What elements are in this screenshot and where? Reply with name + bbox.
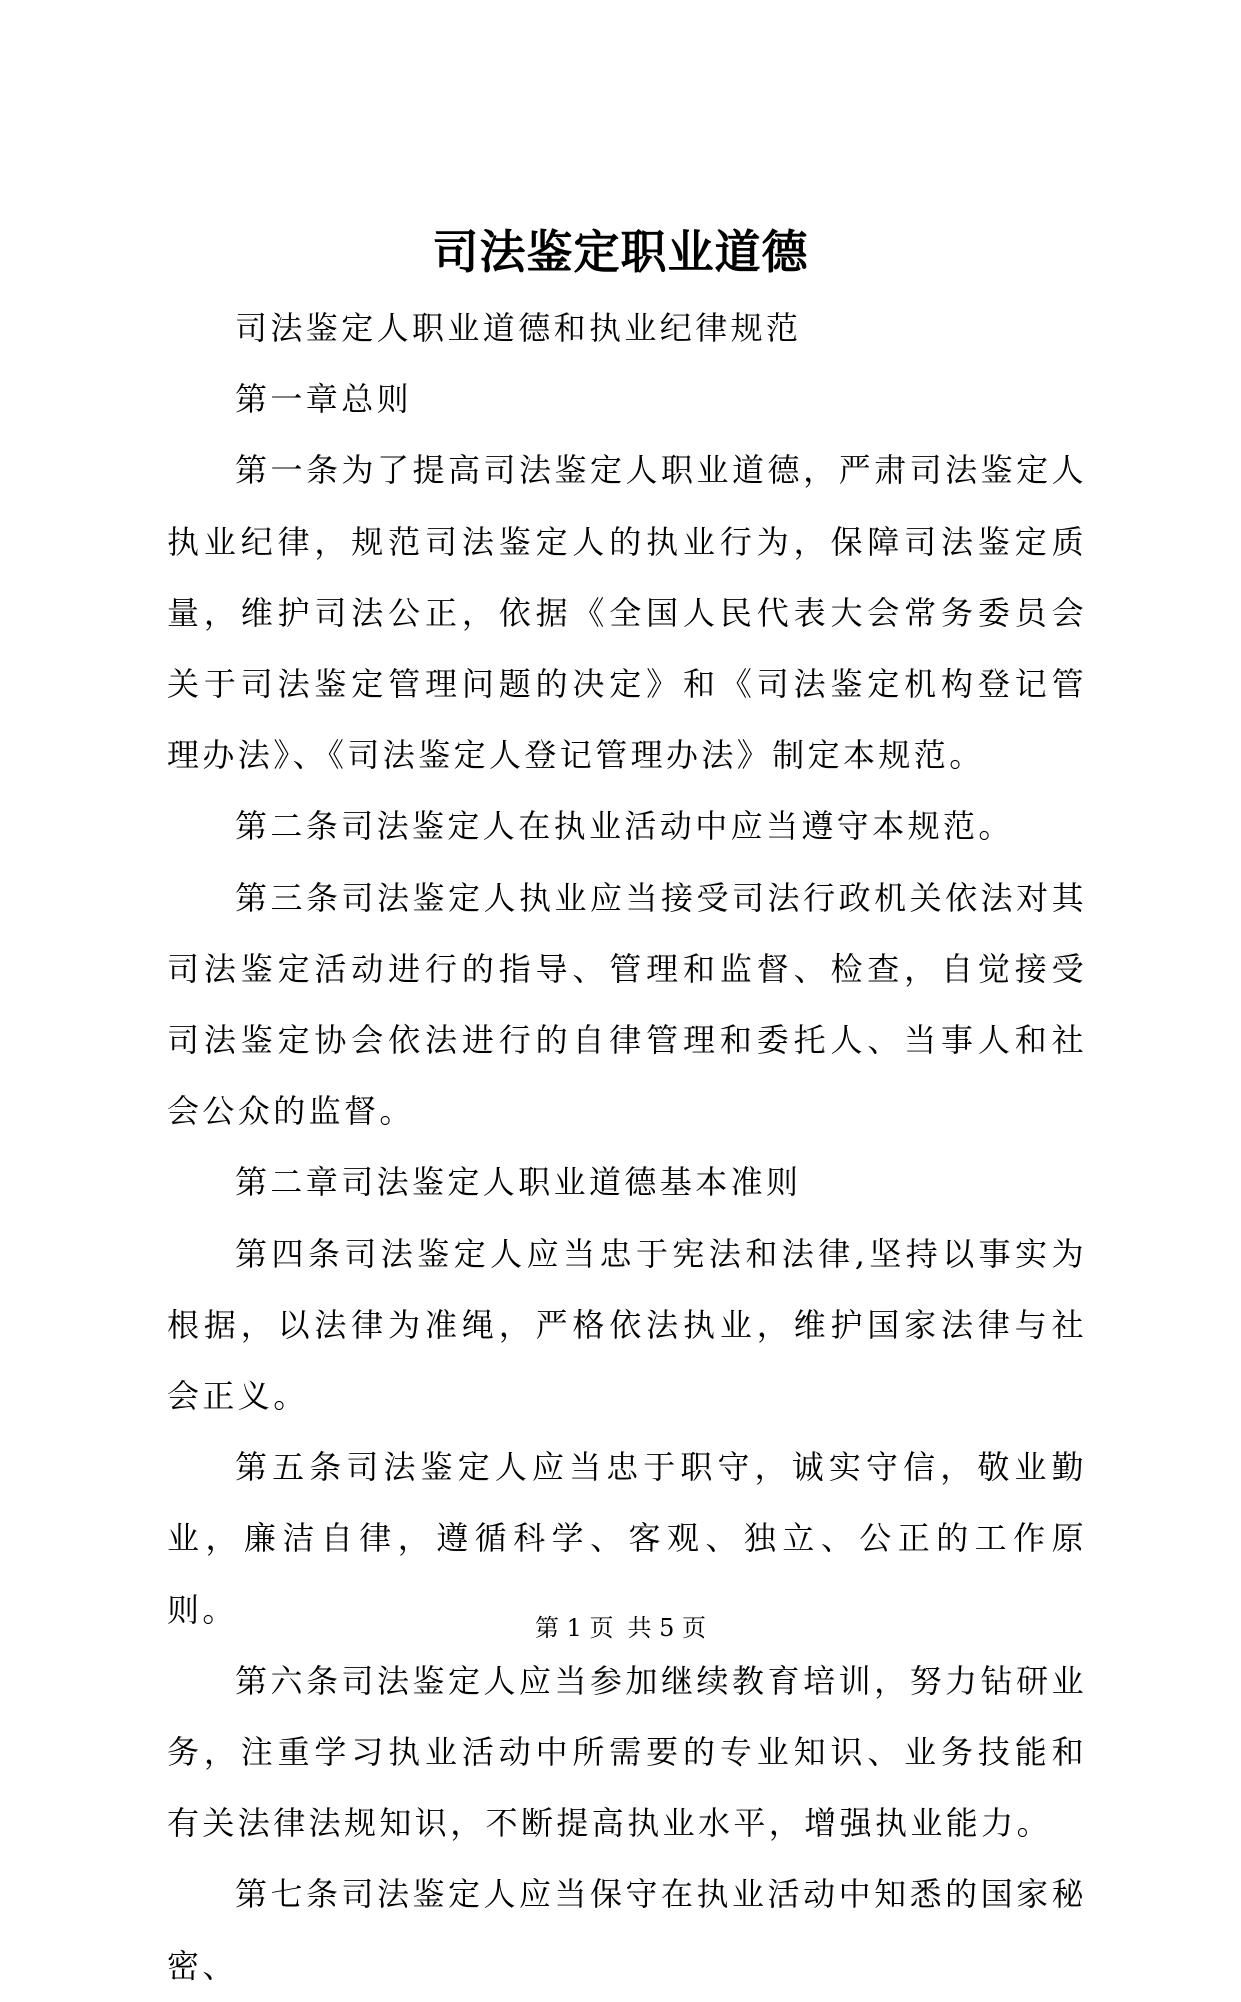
article-paragraph: 第六条司法鉴定人应当参加继续教育培训，努力钻研业务，注重学习执业活动中所需要的专业知识、业务技能和有关法律法规知识，不断提高执业水平，增强执业能力。 <box>167 1661 1087 1843</box>
article-paragraph: 第一条为了提高司法鉴定人职业道德，严肃司法鉴定人执业纪律，规范司法鉴定人的执业行为，保障司法鉴定质量，维护司法公正，依据《全国人民代表大会常务委员会关于司法鉴定管理问题的决定》和《司法鉴定机构登记管理办法》、《司法鉴定人登记管理办法》制定本规范。 <box>167 451 1087 775</box>
article-paragraph: 第五条司法鉴定人应当忠于职守，诚实守信，敬业勤业，廉洁自律，遵循科学、客观、独立、公正的工作原则。 <box>167 1448 1087 1629</box>
article-paragraph: 第七条司法鉴定人应当保守在执业活动中知悉的国家秘密、 <box>167 1875 1087 1985</box>
subtitle-paragraph: 司法鉴定人职业道德和执业纪律规范 <box>235 309 802 347</box>
page-footer <box>0 1612 1241 1644</box>
chapter-heading: 第二章司法鉴定人职业道德基本准则 <box>235 1163 802 1202</box>
document-body <box>167 293 1087 2002</box>
page-number: 第 1 页 <box>534 1614 614 1642</box>
article-paragraph: 第二条司法鉴定人在执业活动中应当遵守本规范。 <box>235 807 1014 846</box>
document-title: 司法鉴定职业道德 <box>432 225 809 279</box>
chapter-heading: 第一章总则 <box>235 380 413 419</box>
article-paragraph: 第四条司法鉴定人应当忠于宪法和法律,坚持以事实为根据，以法律为准绳，严格依法执业，维护国家法律与社会正义。 <box>167 1234 1087 1416</box>
total-pages: 共 5 页 <box>627 1614 707 1642</box>
article-paragraph: 第三条司法鉴定人执业应当接受司法行政机关依法对其司法鉴定活动进行的指导、管理和监督、检查，自觉接受司法鉴定协会依法进行的自律管理和委托人、当事人和社会公众的监督。 <box>167 878 1087 1131</box>
